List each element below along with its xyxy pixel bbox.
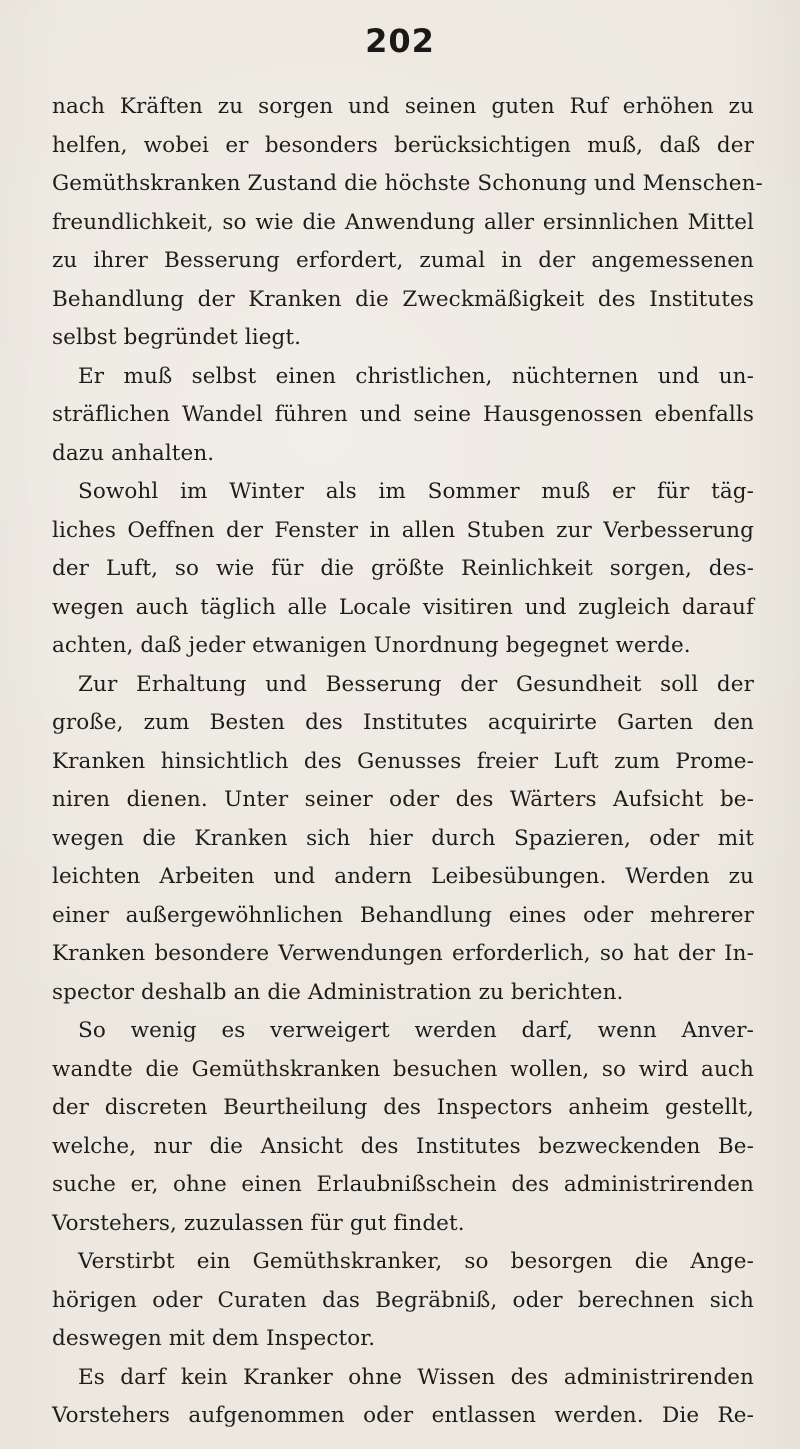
page-number: 202 (365, 22, 435, 60)
text-line: hörigen oder Curaten das Begräbniß, oder berechnen sich (52, 1287, 754, 1313)
text-line: niren dienen. Unter seiner oder des Wärters Aufsicht be- (52, 787, 754, 812)
text-line: Gemüthskranken Zustand die höchste Schonung und Menschen- (52, 171, 763, 196)
text-line: So wenig es verweigert werden darf, wenn Anver- (78, 1018, 754, 1043)
text-line: Zur Erhaltung und Besserung der Gesundheit soll der (78, 671, 754, 697)
text-line: Verstirbt ein Gemüthskranker, so besorgen die Ange- (78, 1249, 754, 1274)
text-line: Vorstehers aufgenommen oder entlassen werden. Die Re- (52, 1403, 754, 1428)
text-line: Es darf kein Kranker ohne Wissen des administrirenden (78, 1364, 754, 1390)
text-line: freundlichkeit, so wie die Anwendung aller ersinnlichen Mittel (52, 209, 754, 235)
text-line: Vorstehers, zuzulassen für gut findet. (52, 1210, 465, 1236)
text-line: wandte die Gemüthskranken besuchen wollen, so wird auch (52, 1056, 754, 1082)
text-line: große, zum Besten des Institutes acquirirte Garten den (52, 710, 754, 735)
text-line: Sowohl im Winter als im Sommer muß er für täg- (78, 479, 754, 504)
text-line: nach Kräften zu sorgen und seinen guten Ruf erhöhen zu (52, 94, 754, 119)
text-line: leichten Arbeiten und andern Leibesübungen. Werden zu (52, 864, 754, 889)
text-line: deswegen mit dem Inspector. (52, 1326, 376, 1351)
text-line: der Luft, so wie für die größte Reinlichkeit sorgen, des- (52, 556, 754, 581)
text-line: wegen die Kranken sich hier durch Spazieren, oder mit (52, 825, 754, 851)
text-line: Behandlung der Kranken die Zweckmäßigkeit des Institutes (52, 286, 754, 312)
text-line: helfen, wobei er besonders berücksichtigen muß, daß der (52, 132, 754, 158)
text-line: Kranken hinsichtlich des Genusses freier Luft zum Prome- (52, 748, 754, 774)
text-line: spector deshalb an die Administration zu berichten. (52, 979, 624, 1005)
text-line: wegen auch täglich alle Locale visitiren und zugleich darauf (52, 594, 754, 620)
text-line: suche er, ohne einen Erlaubnißschein des administrirenden (52, 1172, 754, 1197)
text-line: sträflichen Wandel führen und seine Hausgenossen ebenfalls (52, 402, 754, 427)
text-line: einer außergewöhnlichen Behandlung eines oder mehrerer (52, 902, 754, 928)
text-line: Er muß selbst einen christlichen, nüchternen und un- (78, 363, 754, 389)
text-line: zu ihrer Besserung erfordert, zumal in der angemessenen (52, 248, 754, 273)
text-line: dazu anhalten. (52, 440, 215, 466)
text-line: achten, daß jeder etwanigen Unordnung begegnet werde. (52, 633, 691, 658)
text-line: der discreten Beurtheilung des Inspectors anheim gestellt, (52, 1095, 754, 1120)
text-line: Kranken besondere Verwendungen erforderlich, so hat der In- (52, 941, 754, 966)
text-line: welche, nur die Ansicht des Institutes bezweckenden Be- (52, 1133, 754, 1159)
text-line: liches Oeffnen der Fenster in allen Stuben zur Verbesserung (52, 517, 754, 543)
text-line: selbst begründet liegt. (52, 325, 302, 350)
body-text (52, 88, 763, 1436)
